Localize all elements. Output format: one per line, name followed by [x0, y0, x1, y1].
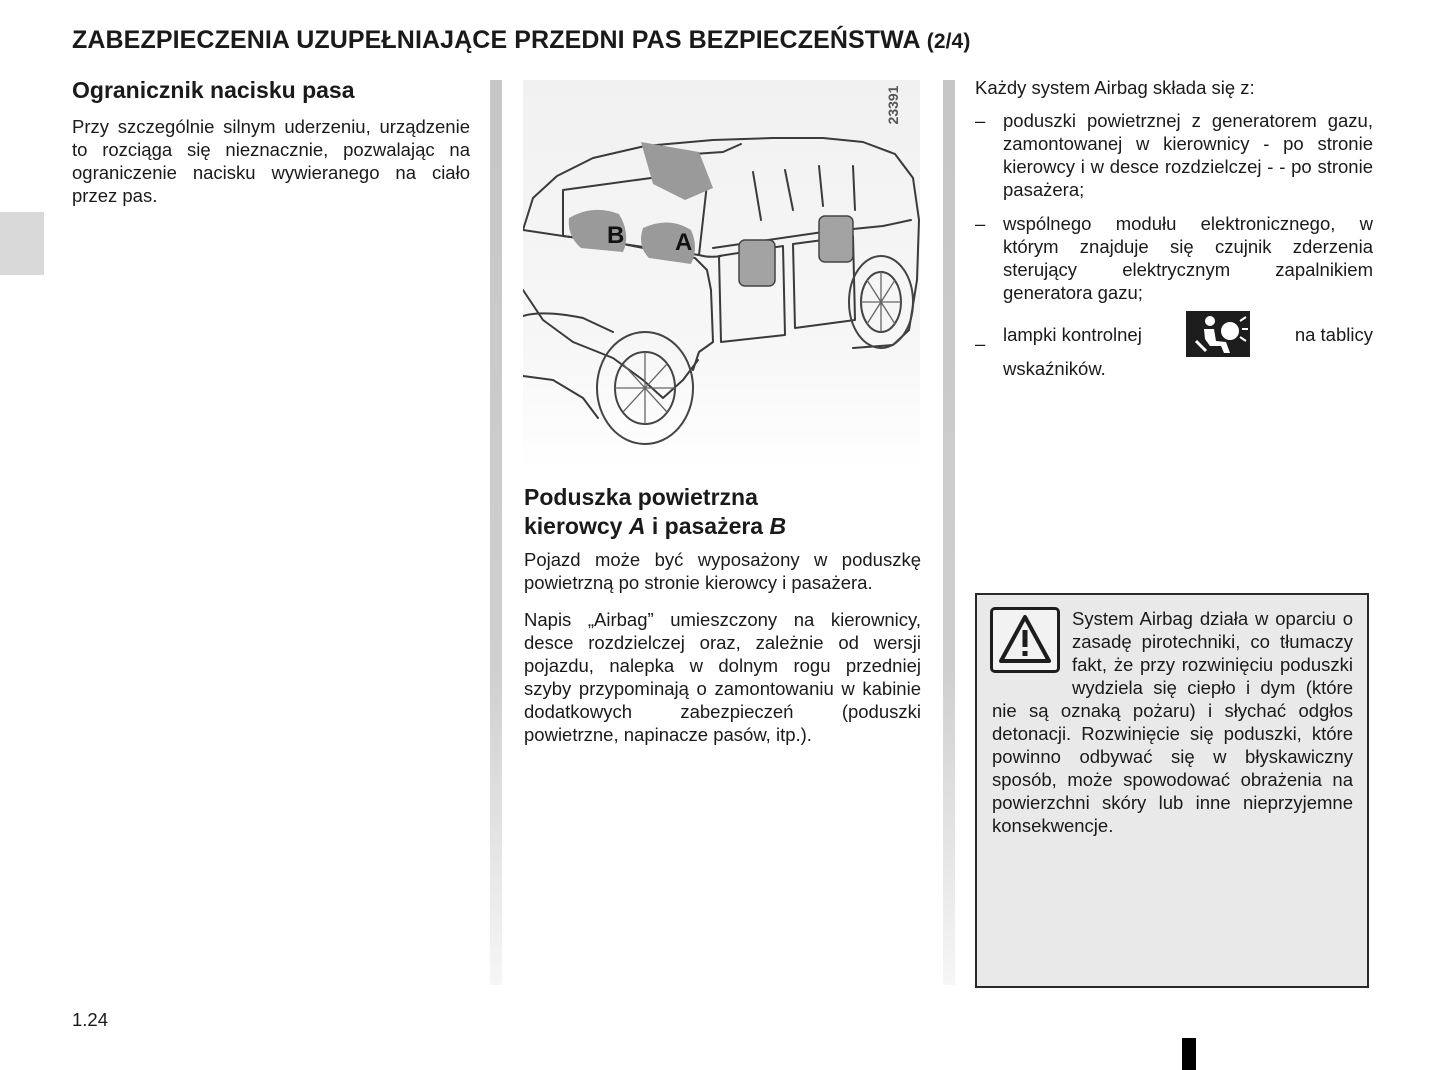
airbag-section [524, 483, 921, 760]
page-title [72, 26, 970, 55]
column-separator [943, 80, 955, 985]
car-airbag-illustration [523, 80, 920, 470]
list-dash: – [975, 213, 986, 234]
warning-text: System Airbag działa w oparciu o zasadę pirotechniki, co tłumaczy fakt, że przy rozwinięciu poduszki wydziela się ciepło i dym (które nie są oznaką pożaru) i słychać odgłos detonacji. Rozwinięcie się poduszki, które powinno odbywać się w błyskawiczny sposób, może spowodować obrażenia na powierzchni skóry lub inne nieprzyjemne konsekwencje. [992, 608, 1353, 836]
lamp-row [1003, 311, 1373, 357]
airbag-heading [524, 483, 921, 541]
page-title-text: ZABEZPIECZENIA UZUPEŁNIAJĄCE PRZEDNI PAS BEZPIECZEŃSTWA [72, 26, 920, 54]
belt-limiter-body: Przy szczególnie silnym uderzeniu, urządzenie to rozciąga się nieznacznie, pozwalając na ograniczenie nacisku wywieranego na ciało przez pas. [72, 116, 470, 206]
airbag-paragraph-1: Pojazd może być wyposażony w poduszkę powietrzną po stronie kierowcy i pasażera. [524, 549, 921, 593]
figure-label-b: B [607, 222, 625, 249]
airbag-paragraph-2: Napis „Airbag” umieszczony na kierownicy, desce rozdzielczej oraz, zależnie od wersji pojazdu, nalepka w dolnym rogu przedniej szyby przypominają o zamontowaniu w kabinie dodatkowych zabezpieczeń (poduszki powietrzne, napinacze pasów, itp.). [524, 609, 921, 745]
system-component-list [975, 109, 1373, 380]
airbag-warning-lamp-icon [1186, 311, 1250, 357]
column-separator [490, 80, 502, 985]
airbag-heading-line1: Poduszka powietrzna [524, 484, 758, 510]
list-item [975, 311, 1373, 380]
lamp-text-end: wskaźników. [1003, 358, 1106, 379]
figure-number: 23391 [885, 85, 901, 125]
system-intro: Każdy system Airbag składa się z: [975, 77, 1255, 98]
page-part: (2/4) [926, 30, 971, 53]
car-airbag-figure [523, 80, 920, 470]
airbag-heading-b: B [769, 513, 787, 539]
list-item-text: wspólnego modułu elektronicznego, w którym znajduje się czujnik zderzenia sterujący elektrycznym zapalnikiem generatora gazu; [1003, 213, 1373, 303]
airbag-heading-a: A [628, 513, 646, 539]
airbag-heading-mid: i pasażera [645, 513, 770, 539]
lamp-text-before: lampki kontrolnej [1003, 323, 1142, 345]
figure-label-a: A [675, 229, 693, 256]
warning-box [975, 593, 1369, 988]
belt-limiter-section [72, 75, 470, 207]
airbag-heading-prefix: kierowcy [524, 513, 629, 539]
list-dash: – [975, 333, 986, 354]
page-number: 1.24 [72, 1009, 109, 1030]
airbag-system-section [975, 76, 1373, 391]
end-marker [1182, 1038, 1196, 1070]
list-item-text: poduszki powietrznej z generatorem gazu, zamontowanej w kierownicy - po stronie kierowcy i w desce rozdzielczej - - po stronie pasażera; [1003, 110, 1373, 200]
list-item [975, 109, 1373, 201]
list-dash: – [975, 110, 986, 131]
chapter-tab [0, 212, 44, 275]
lamp-text-after: na tablicy [1294, 323, 1373, 345]
belt-limiter-heading: Ogranicznik nacisku pasa [72, 77, 355, 103]
warning-triangle-icon [990, 607, 1060, 673]
list-item [975, 212, 1373, 304]
